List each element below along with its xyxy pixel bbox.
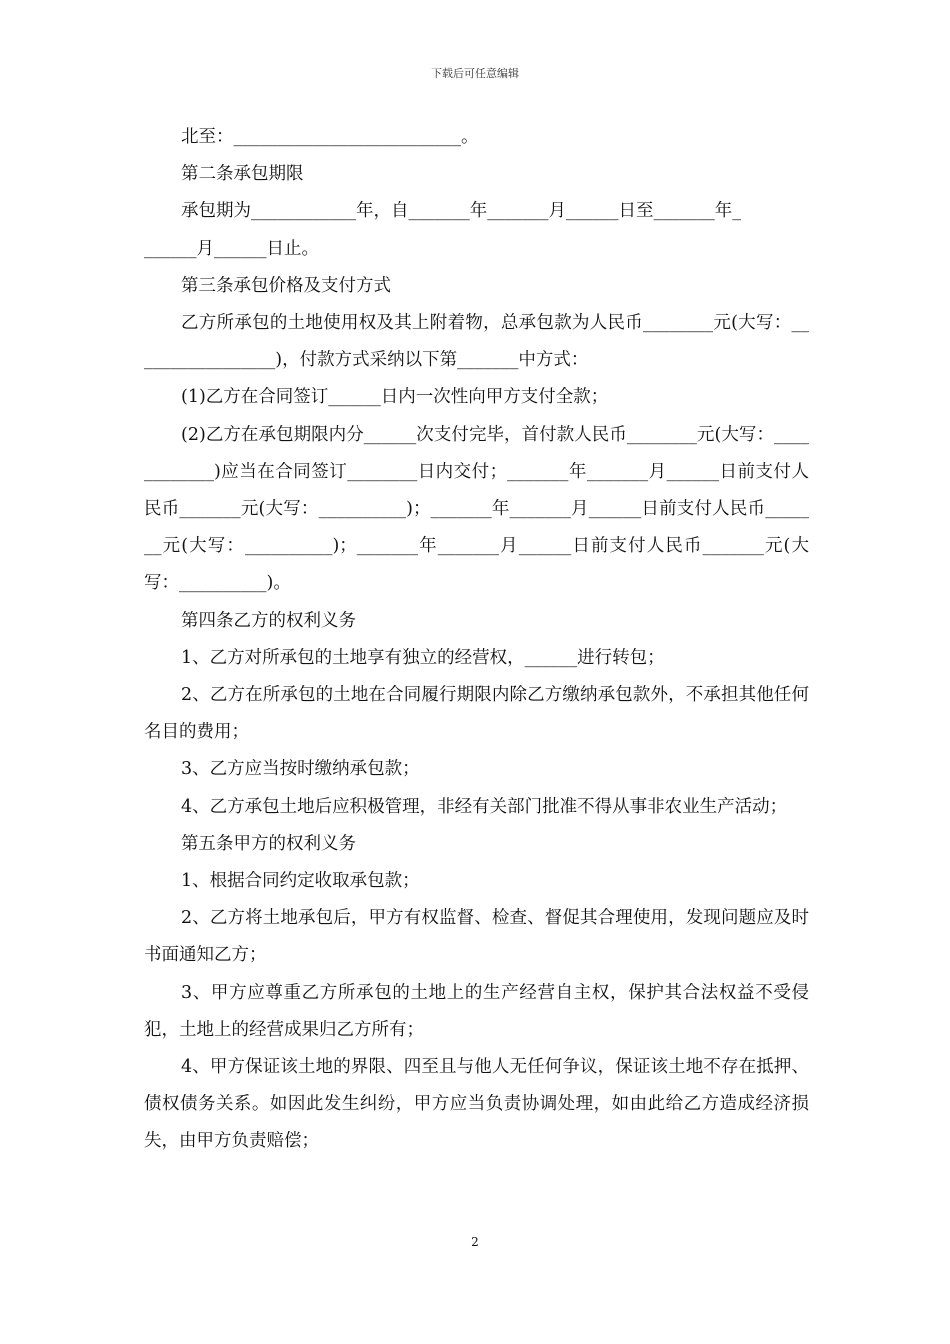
paragraph-payment-option-2: (2)乙方在承包期限内分______次支付完毕，首付款人民币________元(大写：____________)应当在合同签订________日内交付；_______年_______月______日前支付人民币_______元(大写：__________)；_______年_______月______日前支付人民币_______元(大写：__________)；_______年_______月______日前支付人民币_______元(大写：__________)。 [144,424,809,594]
paragraph-total-price: 乙方所承包的土地使用权及其上附着物，总承包款为人民币________元(大写：_________________)，付款方式采纳以下第_______中方式： [144,313,809,371]
paragraph-party-b-right-2: 2、乙方在所承包的土地在合同履行期限内除乙方缴纳承包款外，不承担其他任何名目的费用； [144,685,809,743]
paragraph-party-b-right-1: 1、乙方对所承包的土地享有独立的经营权，______进行转包； [181,647,665,668]
heading-article-5: 第五条甲方的权利义务 [181,833,356,854]
paragraph-north-boundary: 北至：__________________________。 [181,127,479,147]
heading-article-4: 第四条乙方的权利义务 [181,610,356,631]
heading-article-3: 第三条承包价格及支付方式 [181,275,391,296]
page-number: 2 [471,1235,479,1249]
paragraph-party-a-right-3: 3、甲方应尊重乙方所承包的土地上的生产经营自主权，保护其合法权益不受侵犯，土地上的经营成果归乙方所有； [144,982,809,1040]
paragraph-payment-option-1: (1)乙方在合同签订______日内一次性向甲方支付全款； [181,387,609,408]
paragraph-term-period: 承包期为____________年，自_______年_______月______日至_______年_ [181,201,741,222]
document-body [144,119,809,1161]
paragraph-party-a-right-4: 4、甲方保证该土地的界限、四至且与他人无任何争议，保证该土地不存在抵押、债权债务关系。如因此发生纠纷，甲方应当负责协调处理，如由此给乙方造成经济损失，由甲方负责赔偿； [144,1057,809,1152]
paragraph-party-b-right-3: 3、乙方应当按时缴纳承包款； [181,759,420,780]
paragraph-party-a-right-2: 2、乙方将土地承包后，甲方有权监督、检查、督促其合理使用，发现问题应及时书面通知乙方； [144,908,809,966]
heading-article-2: 第二条承包期限 [181,164,304,185]
paragraph-party-a-right-1: 1、根据合同约定收取承包款； [181,871,420,892]
page-header: 下载后可任意编辑 [431,67,519,80]
paragraph-term-period-end: ______月______日止。 [144,238,319,259]
paragraph-party-b-right-4: 4、乙方承包土地后应积极管理，非经有关部门批准不得从事非农业生产活动； [181,796,788,817]
